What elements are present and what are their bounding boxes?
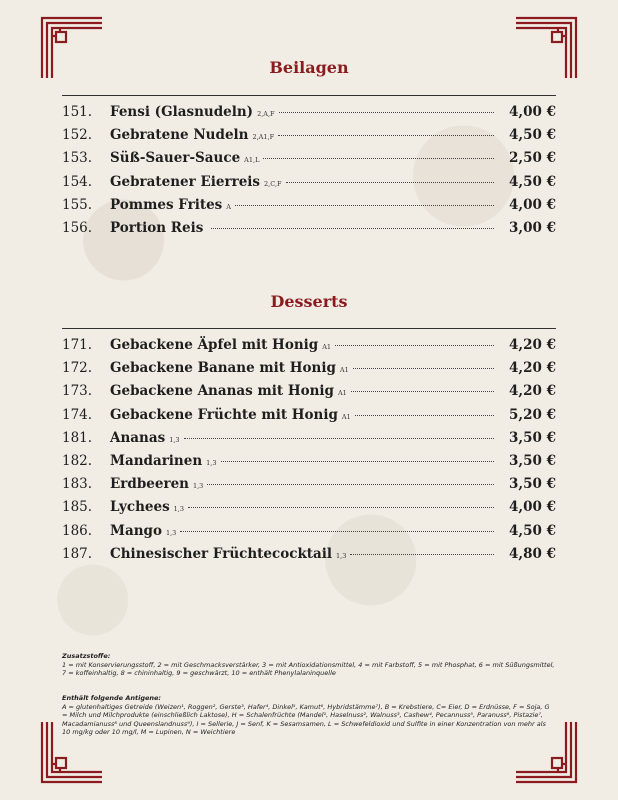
item-price: 3,00 €	[509, 220, 556, 236]
allergen-code: A1	[322, 343, 332, 351]
allergen-code: 2,C,F	[264, 179, 282, 188]
allergen-code: A1,L	[244, 156, 260, 165]
item-name: Mango	[110, 522, 162, 539]
menu-item-row	[62, 453, 556, 473]
item-price: 4,50 €	[509, 522, 556, 539]
item-number: 151.	[62, 104, 93, 120]
dot-leader	[355, 415, 494, 416]
item-name: Lychees	[110, 499, 170, 516]
menu-item-row	[62, 220, 556, 240]
section-divider	[62, 95, 556, 96]
menu-item-row	[62, 430, 556, 450]
item-price: 4,50 €	[509, 127, 556, 144]
item-number: 174.	[62, 406, 93, 423]
item-number: 152.	[62, 127, 93, 144]
item-price: 4,50 €	[509, 173, 556, 190]
dot-leader	[353, 368, 494, 369]
allergens-note	[62, 694, 556, 737]
dot-leader	[263, 158, 494, 159]
dot-leader	[350, 554, 494, 555]
menu-item-row	[62, 383, 556, 403]
item-price: 3,50 €	[509, 453, 556, 469]
allergen-code: 1,3	[173, 505, 185, 514]
item-price: 2,50 €	[509, 150, 556, 167]
item-number: 171.	[62, 337, 93, 353]
menu-item-row	[62, 150, 556, 170]
dot-leader	[286, 182, 494, 183]
item-price: 5,20 €	[509, 406, 556, 423]
item-name: Gebackene Äpfel mit Honig	[110, 337, 319, 353]
dot-leader	[278, 135, 494, 136]
allergen-code: 1,3	[169, 435, 180, 444]
allergen-code: 1,3	[206, 459, 217, 467]
item-name: Gebratener Eierreis	[110, 173, 261, 190]
allergens-title: Enthält folgende Antigene:	[62, 694, 162, 702]
section-title-desserts: Desserts	[270, 292, 348, 311]
dot-leader	[188, 507, 494, 508]
allergen-code: A1	[337, 389, 347, 398]
menu-item-row	[62, 360, 556, 380]
item-name: Gebackene Banane mit Honig	[110, 360, 336, 377]
section-title-beilagen: Beilagen	[269, 58, 349, 77]
additives-note	[62, 652, 556, 678]
dot-leader	[279, 112, 494, 113]
dot-leader	[235, 205, 494, 206]
item-name: Erdbeeren	[110, 476, 189, 493]
additives-text: 1 = mit Konservierungsstoff, 2 = mit Geschmacksverstärker, 3 = mit Antioxidationsmittel, 4 = mit Farbstoff, 5 = mit Phosphat, 6 = mit Süßungsmittel, 7 = koffeinhaltig, 8 = chininhaltig, 9 = geschwärzt, 10 = enthält Phenylalaninquelle	[62, 660, 555, 677]
menu-item-row	[62, 523, 556, 543]
item-number: 153.	[62, 150, 93, 167]
allergens-text: A = glutenhaltiges Getreide (Weizen¹, Roggen², Gerste³, Hafer⁴, Dinkel⁵, Kamut⁶, Hybridstämme⁷), B = Krebstiere, C= Eier, D = Erdnüsse, F = Soja, G = Milch und Milchprodukte (einschließlich Laktose), H = Schalenfrüchte (Mandel¹, Haselnuss², Walnuss³, Cashew⁴, Pecannuss⁵, Paranuss⁶, Pistazie⁷, Macadamianuss⁸ und Queenslandnuss⁹), I = Sellerie, J = Senf, K = Sesamsamen, L = Schwefeldioxid und Sulfite in einer Konzentration von mehr als 10 mg/kg oder 10 mg/l, M = Lupinen, N = Weichtiere	[62, 702, 550, 736]
item-number: 154.	[62, 173, 93, 190]
allergen-code: A1	[341, 412, 351, 421]
dot-leader	[184, 438, 494, 439]
allergen-code: A1	[339, 366, 349, 375]
item-number: 185.	[62, 499, 93, 516]
dot-leader	[221, 461, 495, 462]
additives-title: Zusatzstoffe:	[62, 652, 111, 660]
item-price: 3,50 €	[509, 476, 556, 493]
allergen-code: 1,3	[336, 551, 347, 560]
item-name: Pommes Frites	[110, 196, 223, 213]
item-name: Gebratene Nudeln	[110, 127, 249, 144]
item-number: 186.	[62, 522, 93, 539]
item-name: Mandarinen	[110, 453, 203, 469]
item-price: 4,00 €	[509, 499, 556, 516]
item-name: Süß-Sauer-Sauce	[110, 150, 241, 167]
item-price: 3,50 €	[509, 429, 556, 446]
allergen-code: 1,3	[165, 528, 177, 537]
dot-leader	[351, 391, 494, 392]
item-price: 4,20 €	[509, 383, 556, 400]
menu-item-row	[62, 476, 556, 496]
item-name: Gebackene Ananas mit Honig	[110, 383, 334, 400]
item-name: Fensi (Glasnudeln)	[110, 104, 254, 120]
item-price: 4,20 €	[509, 360, 556, 377]
dot-leader	[180, 531, 494, 532]
item-number: 181.	[62, 429, 93, 446]
menu-item-row	[62, 104, 556, 124]
allergen-code: 1,3	[192, 482, 204, 491]
item-name: Chinesischer Früchtecocktail	[110, 545, 333, 562]
item-number: 172.	[62, 360, 93, 377]
dot-leader	[211, 228, 494, 229]
menu-item-row	[62, 546, 556, 566]
menu-item-row	[62, 337, 556, 357]
item-number: 182.	[62, 453, 93, 469]
item-price: 4,80 €	[509, 545, 556, 562]
section-divider	[62, 328, 556, 329]
item-number: 183.	[62, 476, 93, 493]
item-price: 4,00 €	[509, 196, 556, 213]
item-number: 155.	[62, 196, 93, 213]
menu-item-row	[62, 499, 556, 519]
dot-leader	[207, 484, 494, 485]
menu-item-row	[62, 174, 556, 194]
item-price: 4,20 €	[509, 337, 556, 353]
allergen-code: 2,A1,F	[252, 133, 275, 142]
item-price: 4,00 €	[509, 104, 556, 120]
menu-item-row	[62, 407, 556, 427]
item-number: 173.	[62, 383, 93, 400]
allergen-code: 2,A,F	[257, 110, 275, 118]
item-name: Gebackene Früchte mit Honig	[110, 406, 338, 423]
item-name: Ananas	[110, 429, 166, 446]
item-number: 187.	[62, 545, 93, 562]
menu-item-row	[62, 197, 556, 217]
dot-leader	[335, 345, 494, 346]
item-number: 156.	[62, 220, 93, 236]
menu-item-row	[62, 127, 556, 147]
item-name: Portion Reis	[110, 220, 204, 236]
allergen-code: A	[226, 202, 231, 211]
